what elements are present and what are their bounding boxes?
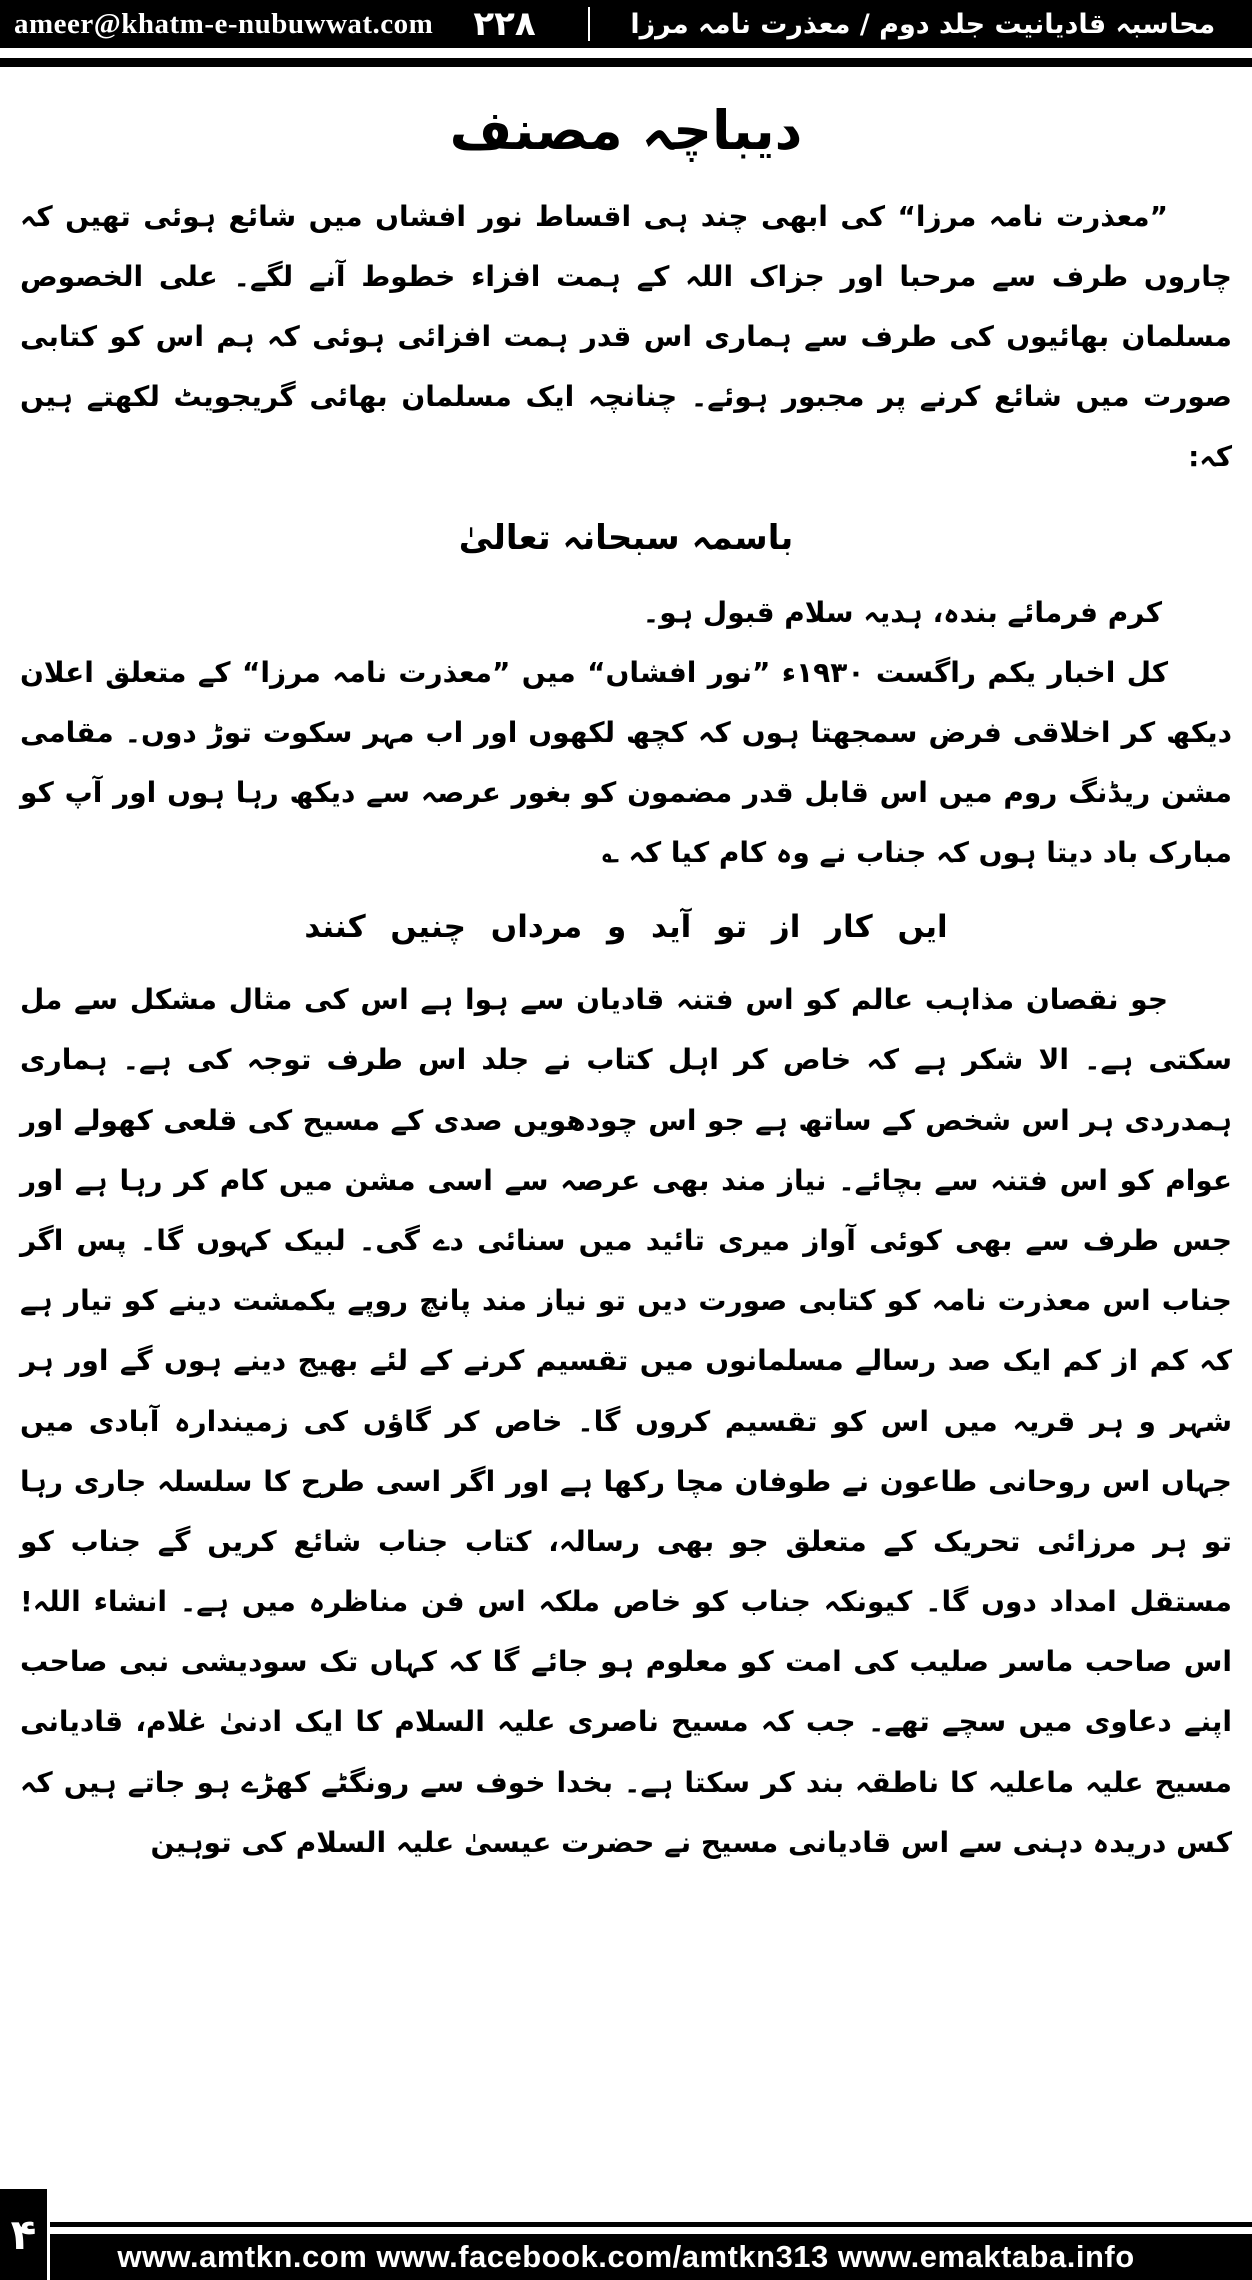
footer-bar	[0, 2234, 1252, 2280]
paragraph-intro: ”معذرت نامہ مرزا“ کی ابھی چند ہی اقساط نور افشاں میں شائع ہوئی تھیں کہ چاروں طرف سے مرحبا اور جزاک اللہ کے ہمت افزاء خطوط آنے لگے۔ علی الخصوص مسلمان بھائیوں کی طرف سے ہماری اس قدر ہمت افزائی ہوئی کہ ہم اس کو کتابی صورت میں شائع کرنے پر مجبور ہوئے۔ چنانچہ ایک مسلمان بھائی گریجویٹ لکھتے ہیں کہ:	[20, 199, 1232, 474]
footer-page-number: ۴	[10, 2210, 37, 2259]
header-bar	[0, 0, 1252, 48]
header-divider	[588, 7, 590, 41]
footer	[0, 2222, 1252, 2280]
paragraph-main: جو نقصان مذاہب عالم کو اس فتنہ قادیان سے ہوا ہے اس کی مثال مشکل سے مل سکتی ہے۔ الا شکر ہے کہ خاص کر اہل کتاب نے جلد اس طرف توجہ کی ہے۔ ہماری ہمدردی ہر اس شخص کے ساتھ ہے جو اس چودھویں صدی کے مسیح کی قلعی کھولے اور عوام کو اس فتنہ سے بچائے۔ نیاز مند بھی عرصہ سے اسی مشن میں کام کر رہا ہے اور جس طرف سے بھی کوئی آواز میری تائید میں سنائی دے گی۔ لبیک کہوں گا۔ پس اگر جناب اس معذرت نامہ کو کتابی صورت دیں تو نیاز مند پانچ روپے یکمشت دینے کو تیار ہے کہ کم از کم ایک صد رسالے مسلمانوں میں تقسیم کرنے کے لئے بھیج دینے ہوں گے اور ہر شہر و ہر قریہ میں اس کو تقسیم کروں گا۔ خاص کر گاؤں کی زمیندارہ آبادی میں جہاں اس روحانی طاعون نے طوفان مچا رکھا ہے اور اگر اسی طرح کا سلسلہ جاری رہا تو ہر مرزائی تحریک کے متعلق جو بھی رسالہ، کتاب جناب شائع کریں گے جناب کو مستقل امداد دوں گا۔ کیونکہ جناب کو خاص ملکہ اس فن مناظرہ میں ہے۔ انشاء اللہ! اس صاحب ماسر صلیب کی امت کو معلوم ہو جائے گا کہ کہاں تک سودیشی نبی صاحب اپنے دعاوی میں سچے تھے۔ جب کہ مسیح ناصری علیہ السلام کا ایک ادنیٰ غلام، قادیانی مسیح علیہ ماعلیہ کا ناطقہ بند کر سکتا ہے۔ بخدا خوف سے رونگٹے کھڑے ہو جاتے ہیں کہ کس دریدہ دہنی سے اس قادیانی مسیح نے حضرت عیسیٰ علیہ السلام کی توہین	[20, 983, 1232, 1859]
chapter-title: دیباچہ مصنف	[449, 99, 803, 162]
salutation-line: کرم فرمائے بندہ، ہدیہ سلام قبول ہو۔	[642, 595, 1162, 629]
footer-urls: www.amtkn.com www.facebook.com/amtkn313 www.emaktaba.info	[117, 2239, 1135, 2274]
verse-line: ایں کار از تو آید و مرداں چنیں کنند	[304, 908, 948, 945]
header-email: ameer@khatm-e-nubuwwat.com	[14, 7, 434, 40]
footer-rule	[0, 2222, 1252, 2227]
header-rule	[0, 58, 1252, 67]
header-page-number: ۲۲۸	[473, 4, 536, 44]
paragraph-letter: کل اخبار یکم راگست ۱۹۳۰ء ”نور افشاں“ میں ”معذرت نامہ مرزا“ کے متعلق اعلان دیکھ کر اخلاقی فرض سمجھتا ہوں کہ کچھ لکھوں اور اب مہر سکوت توڑ دوں۔ مقامی مشن ریڈنگ روم میں اس قابل قدر مضمون کو بغور عرصہ سے دیکھ رہا ہوں اور آپ کو مبارک باد دیتا ہوں کہ جناب نے وہ کام کیا کہ ؎	[20, 655, 1232, 870]
page-content	[0, 67, 1252, 1873]
basmala-line: باسمہ سبحانہ تعالیٰ	[458, 517, 794, 558]
book-title: محاسبہ قادیانیت جلد دوم / معذرت نامہ مرزا	[630, 8, 1216, 40]
page-number-box	[0, 2186, 50, 2280]
